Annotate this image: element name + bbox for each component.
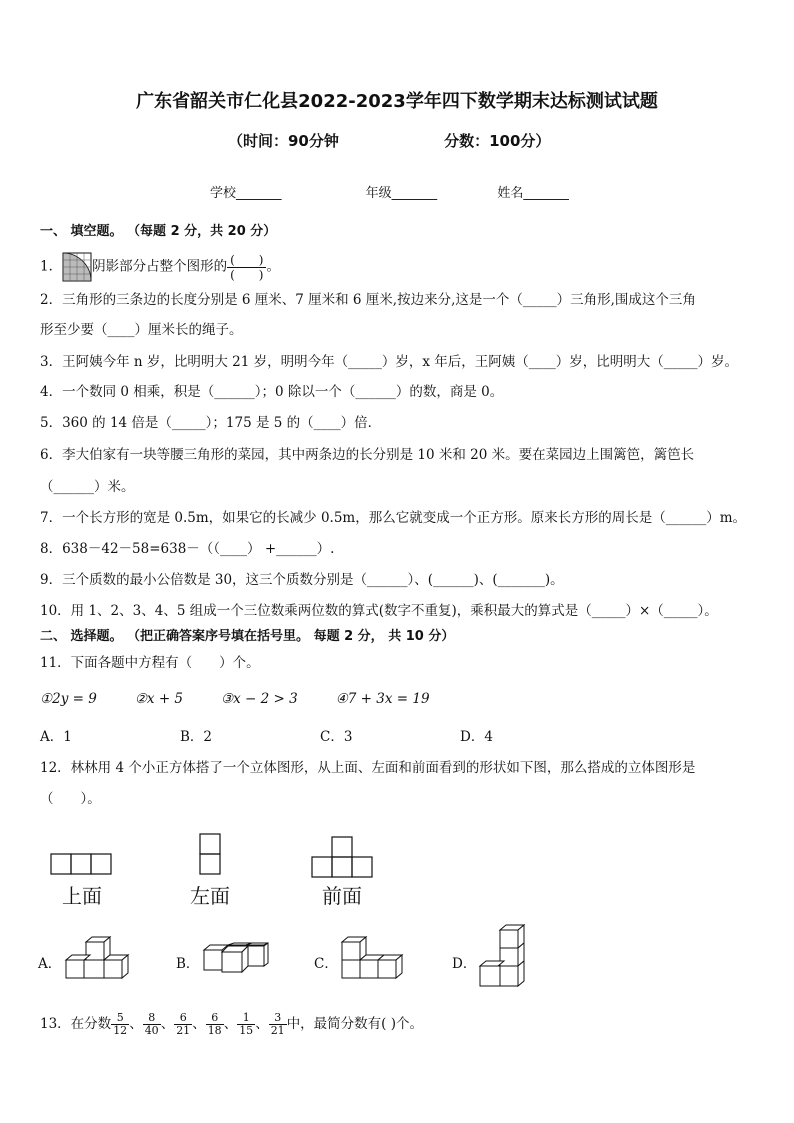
top-view-label: 上面: [62, 884, 102, 908]
name-field[interactable]: 姓名_______: [497, 186, 569, 201]
front-view-figure: [310, 836, 376, 878]
fraction-6: $\frac{3}{21}$: [270, 1011, 285, 1037]
left-view-label: 左面: [190, 884, 230, 908]
question-6-line-2: （______）米。: [40, 479, 135, 495]
question-11-options: [40, 727, 600, 747]
option-b[interactable]: B．2: [180, 729, 213, 745]
equation-2: ②x + 5: [134, 691, 184, 707]
fraction-1: $\frac{5}{12}$: [113, 1011, 128, 1037]
grade-field[interactable]: 年级_______: [365, 186, 438, 201]
option-d-cubes-figure[interactable]: [478, 924, 528, 990]
question-2-line-2: 形至少要（____）厘米长的绳子。: [40, 322, 243, 338]
section-1-title: 一、 填空题。 （每题 2 分，共 20 分）: [40, 224, 277, 239]
option-c-cubes-figure[interactable]: [340, 936, 410, 984]
option-d[interactable]: D．4: [460, 729, 493, 745]
option-b-cubes-figure[interactable]: [202, 942, 272, 976]
school-field[interactable]: 学校_______: [210, 186, 282, 201]
question-5: 5．360 的 14 倍是（_____）；175 是 5 的（____）倍．: [40, 415, 382, 431]
front-view-label: 前面: [322, 884, 362, 908]
question-10: 10．用 1、2、3、4、5 组成一个三位数乘两位数的算式(数字不重复)，乘积最大的算式是（_____）×（_____）。: [40, 603, 718, 619]
exam-meta: [228, 130, 550, 151]
q1-fraction-blank[interactable]: $\frac{( )}{( )}$: [227, 253, 266, 282]
q12-option-c-label[interactable]: C．: [314, 956, 338, 972]
fraction-5: $\frac{1}{15}$: [239, 1011, 254, 1037]
page-title: 广东省韶关市仁化县2022-2023学年四下数学期末达标测试试题: [136, 91, 658, 112]
equation-3: ③x − 2 > 3: [221, 691, 298, 707]
question-11-equations: [40, 689, 468, 709]
q12-option-a-label[interactable]: A．: [38, 956, 62, 972]
student-info: [210, 182, 569, 201]
option-c[interactable]: C．3: [320, 729, 353, 745]
q12-option-b-label[interactable]: B．: [176, 956, 200, 972]
section-2-title: 二、 选择题。 （把正确答案序号填在括号里。 每题 2 分， 共 10 分）: [40, 629, 455, 644]
question-3: 3．王阿姨今年 n 岁，比明明大 21 岁，明明今年（_____）岁，x 年后，王阿姨（____）岁，比明明大（_____）岁。: [40, 354, 739, 370]
fraction-2: $\frac{8}{40}$: [144, 1011, 159, 1037]
question-4: 4．一个数同 0 相乘，积是（______）；0 除以一个（______）的数，商是 0。: [40, 384, 504, 400]
equation-4: ④7 + 3x = 19: [335, 691, 430, 707]
question-1: 1． 阴影部分占整个图形的 $\frac{( )}{( )}$ 。: [40, 252, 280, 282]
question-6-line-1: 6．李大伯家有一块等腰三角形的菜园，其中两条边的长分别是 10 米和 20 米。要在菜园边上围篱笆，篱笆长: [40, 447, 695, 463]
question-11-stem: 11．下面各题中方程有（ ）个。: [40, 655, 260, 671]
q1-number: 1．: [40, 258, 63, 275]
total-score: 分数：100分）: [444, 132, 551, 150]
option-a[interactable]: A．1: [40, 729, 72, 745]
option-a-cubes-figure[interactable]: [64, 936, 134, 984]
question-12-line-2: （ ）。: [40, 791, 101, 807]
left-view-figure: [198, 832, 224, 876]
question-13: 13．在分数 $\frac{5}{12}$ 、 $\frac{8}{40}$ 、 $\frac{6}{21}$ 、 $\frac{6}{18}$ 、 $\frac{1}{15}$ 、 $\frac{3}{21}$ 中，最简分数有( )个。: [40, 1011, 424, 1037]
shaded-square-icon: [62, 252, 92, 282]
fraction-4: $\frac{6}{18}$: [207, 1011, 222, 1037]
equation-1: ①2y = 9: [40, 691, 97, 707]
question-12-line-1: 12．林林用 4 个小正方体搭了一个立体图形，从上面、左面和前面看到的形状如下图，那么搭成的立体图形是: [40, 760, 696, 776]
time-limit: （时间：90分钟: [228, 132, 339, 150]
question-2-line-1: 2．三角形的三条边的长度分别是 6 厘米、7 厘米和 6 厘米,按边来分,这是一个（_____）三角形,围成这个三角: [40, 292, 696, 308]
q1-text: 阴影部分占整个图形的: [92, 258, 228, 275]
top-view-figure: [50, 852, 114, 876]
question-8: 8．638－42－58=638－（（____） +______）.: [40, 541, 335, 557]
question-7: 7．一个长方形的宽是 0.5m，如果它的长减少 0.5m，那么它就变成一个正方形。原来长方形的周长是（______）m。: [40, 510, 747, 526]
question-9: 9．三个质数的最小公倍数是 30，这三个质数分别是（______）、(______)、(_______)。: [40, 572, 564, 588]
q12-option-d-label[interactable]: D．: [452, 956, 477, 972]
fraction-3: $\frac{6}{21}$: [176, 1011, 191, 1037]
